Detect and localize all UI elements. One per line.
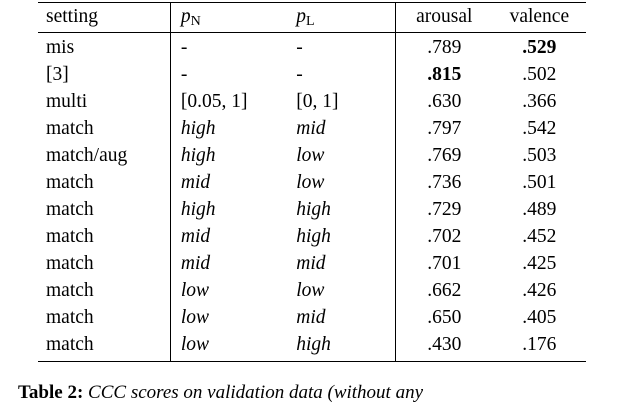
cell-valence — [493, 116, 586, 143]
cell-arousal — [395, 197, 492, 224]
cell-valence — [493, 62, 586, 89]
cell-p-l-value: [0, 1] — [296, 91, 339, 112]
cell-setting-value: match — [46, 280, 94, 301]
cell-p-l — [286, 278, 395, 305]
cell-p-l — [286, 197, 395, 224]
header-p-n — [170, 3, 286, 33]
cell-setting — [38, 143, 170, 170]
cell-arousal-value: .662 — [427, 280, 462, 301]
header-p-l-base: p — [296, 6, 307, 27]
cell-arousal — [395, 170, 492, 197]
cell-p-n — [170, 170, 286, 197]
cell-arousal — [395, 33, 492, 63]
cell-p-l — [286, 33, 395, 63]
cell-p-n — [170, 278, 286, 305]
header-p-n-base: p — [180, 6, 191, 27]
cell-p-l — [286, 89, 395, 116]
cell-p-l-value: mid — [296, 118, 326, 139]
cell-arousal — [395, 116, 492, 143]
cell-valence — [493, 170, 586, 197]
cell-p-l-value: low — [296, 145, 325, 166]
cell-setting-value: mis — [46, 37, 75, 58]
cell-p-l-value: high — [296, 226, 331, 247]
cell-arousal-value: .769 — [427, 145, 462, 166]
cell-setting — [38, 89, 170, 116]
cell-valence-value: .489 — [522, 199, 557, 220]
header-setting: setting — [38, 3, 170, 33]
cell-arousal — [395, 332, 492, 362]
cell-p-n — [170, 197, 286, 224]
cell-p-l — [286, 116, 395, 143]
cell-p-n-value: mid — [180, 253, 211, 274]
cell-arousal-value: .736 — [427, 172, 462, 193]
cell-arousal-value: .430 — [427, 334, 462, 355]
cell-valence — [493, 305, 586, 332]
cell-valence — [493, 197, 586, 224]
table-header — [38, 3, 586, 33]
cell-p-l-value: mid — [296, 307, 326, 328]
cell-setting — [38, 170, 170, 197]
cell-setting — [38, 251, 170, 278]
cell-setting — [38, 33, 170, 63]
cell-p-l-value: - — [296, 37, 303, 58]
cell-p-l — [286, 305, 395, 332]
cell-arousal — [395, 143, 492, 170]
cell-p-l-value: mid — [296, 253, 326, 274]
cell-p-l — [286, 332, 395, 362]
cell-arousal — [395, 89, 492, 116]
cell-p-l — [286, 224, 395, 251]
cell-setting — [38, 332, 170, 362]
cell-arousal-value: .630 — [427, 91, 462, 112]
table-row — [38, 332, 586, 362]
caption-label: Table 2: — [18, 382, 84, 403]
cell-p-n — [170, 33, 286, 63]
cell-p-n-value: low — [180, 334, 210, 355]
header-arousal: arousal — [395, 3, 492, 33]
cell-p-n — [170, 224, 286, 251]
cell-p-n-value: high — [180, 118, 216, 139]
header-valence: valence — [493, 3, 586, 33]
cell-valence — [493, 278, 586, 305]
table-row — [38, 305, 586, 332]
cell-setting — [38, 116, 170, 143]
cell-p-n-value: low — [180, 280, 210, 301]
cell-valence — [493, 332, 586, 362]
cell-arousal — [395, 62, 492, 89]
cell-valence-value: .529 — [522, 37, 557, 58]
cell-arousal-value: .702 — [427, 226, 462, 247]
cell-arousal-value: .729 — [427, 199, 462, 220]
cell-p-l — [286, 170, 395, 197]
cell-p-n-value: [0.05, 1] — [180, 91, 248, 112]
cell-valence-value: .405 — [522, 307, 557, 328]
cell-arousal — [395, 278, 492, 305]
cell-p-l — [286, 62, 395, 89]
cell-setting — [38, 62, 170, 89]
table-header-row — [38, 3, 586, 33]
cell-p-n-value: high — [180, 199, 216, 220]
cell-p-n — [170, 116, 286, 143]
cell-valence-value: .502 — [522, 64, 557, 85]
cell-setting — [38, 197, 170, 224]
cell-valence — [493, 224, 586, 251]
table-body — [38, 33, 586, 362]
cell-p-l-value: low — [296, 280, 325, 301]
cell-valence-value: .176 — [522, 334, 557, 355]
table-row — [38, 251, 586, 278]
cell-p-l-value: low — [296, 172, 325, 193]
cell-valence-value: .452 — [522, 226, 557, 247]
caption-text: CCC scores on validation data (without any — [88, 382, 424, 403]
header-p-l-sub: L — [306, 13, 315, 29]
table-row — [38, 33, 586, 63]
cell-setting-value: match — [46, 118, 94, 139]
cell-p-l-value: high — [296, 199, 331, 220]
cell-p-n — [170, 62, 286, 89]
cell-valence — [493, 251, 586, 278]
cell-valence-value: .366 — [522, 91, 557, 112]
table-row — [38, 62, 586, 89]
header-p-n-sub: N — [190, 13, 201, 29]
cell-setting — [38, 305, 170, 332]
cell-p-l-value: high — [296, 334, 331, 355]
cell-p-n-value: low — [180, 307, 210, 328]
cell-valence — [493, 33, 586, 63]
cell-setting-value: match — [46, 172, 94, 193]
cell-p-n — [170, 89, 286, 116]
figure-caption — [18, 381, 608, 405]
cell-valence — [493, 89, 586, 116]
cell-setting-value: match — [46, 199, 94, 220]
cell-p-l — [286, 143, 395, 170]
cell-p-n — [170, 305, 286, 332]
cell-p-l-value: - — [296, 64, 303, 85]
cell-p-n — [170, 143, 286, 170]
cell-p-n-value: - — [180, 64, 188, 85]
table-row — [38, 143, 586, 170]
cell-arousal — [395, 224, 492, 251]
cell-setting — [38, 224, 170, 251]
cell-setting-value: match — [46, 226, 94, 247]
cell-setting-value: match/aug — [46, 145, 128, 166]
cell-setting-value: match — [46, 307, 94, 328]
cell-setting-value: match — [46, 334, 94, 355]
cell-p-n-value: high — [180, 145, 216, 166]
cell-p-n-value: mid — [180, 226, 211, 247]
header-p-l — [286, 3, 395, 33]
cell-valence — [493, 143, 586, 170]
cell-p-n — [170, 251, 286, 278]
cell-valence-value: .426 — [522, 280, 557, 301]
cell-p-n-value: - — [180, 37, 188, 58]
cell-valence-value: .503 — [522, 145, 557, 166]
cell-valence-value: .425 — [522, 253, 557, 274]
cell-valence-value: .542 — [522, 118, 557, 139]
cell-p-n — [170, 332, 286, 362]
cell-setting — [38, 278, 170, 305]
table-row — [38, 116, 586, 143]
cell-valence-value: .501 — [522, 172, 557, 193]
table-row — [38, 170, 586, 197]
table-row — [38, 89, 586, 116]
cell-arousal-value: .701 — [427, 253, 462, 274]
cell-setting-value: [3] — [46, 64, 69, 85]
table-row — [38, 197, 586, 224]
cell-arousal-value: .650 — [427, 307, 462, 328]
table-row — [38, 224, 586, 251]
cell-arousal — [395, 251, 492, 278]
cell-p-l — [286, 251, 395, 278]
cell-arousal-value: .815 — [427, 64, 462, 85]
cell-arousal — [395, 305, 492, 332]
cell-arousal-value: .797 — [427, 118, 462, 139]
cell-p-n-value: mid — [180, 172, 211, 193]
cell-arousal-value: .789 — [427, 37, 462, 58]
table-row — [38, 278, 586, 305]
cell-setting-value: match — [46, 253, 94, 274]
results-table — [38, 2, 586, 362]
cell-setting-value: multi — [46, 91, 88, 112]
